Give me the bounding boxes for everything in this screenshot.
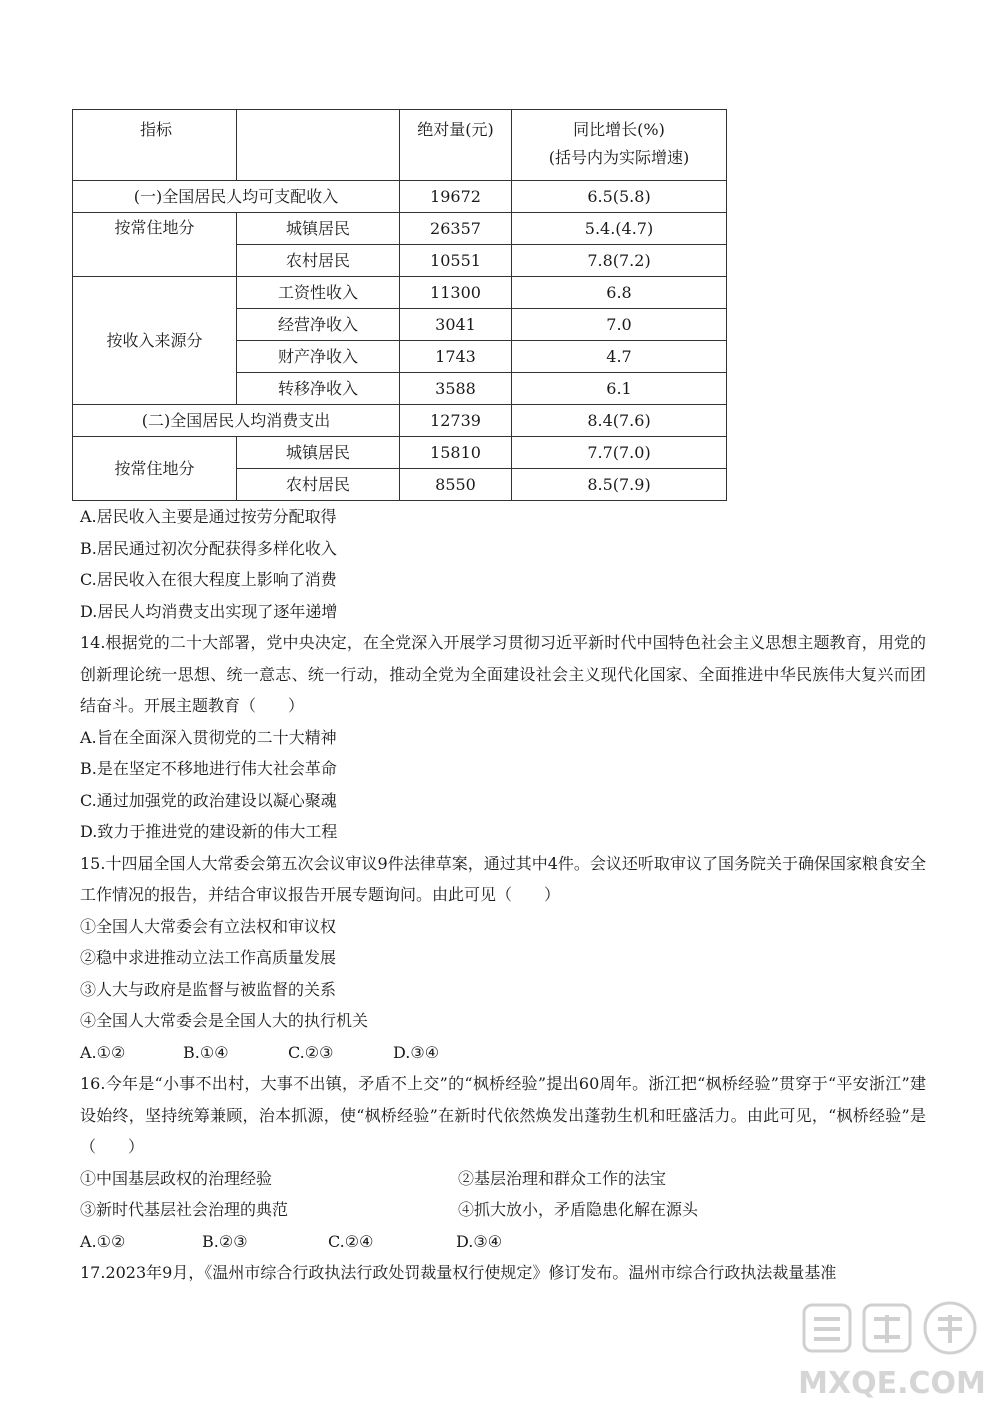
q16-statements-row1 <box>80 1163 926 1195</box>
header-growth <box>512 110 727 181</box>
q14-option-d: D.致力于推进党的建设新的伟大工程 <box>80 822 338 841</box>
question-content <box>80 501 926 1289</box>
q16-statements-row2 <box>80 1194 926 1226</box>
row-growth: 7.8(7.2) <box>512 245 727 277</box>
q16-statement-1: ①中国基层政权的治理经验 <box>80 1168 273 1188</box>
row-growth: 8.5(7.9) <box>512 469 727 501</box>
q14-option-b: B.是在坚定不移地进行伟大社会革命 <box>80 759 337 778</box>
row-name: 经营净收入 <box>237 309 400 341</box>
row-value: 1743 <box>400 341 512 373</box>
q16-stem: 16.今年是“小事不出村，大事不出镇，矛盾不上交”的“枫桥经验”提出60周年。浙江把“枫桥经验”贯穿于“平安浙江”建设始终，坚持统筹兼顾，治本抓源，使“枫桥经验”在新时代依然焕发出蓬勃生机和旺盛活力。由此可见，“枫桥经验”是（ ） <box>80 1074 926 1156</box>
income-spending-table <box>72 109 727 501</box>
q16-choice-c: C.②④ <box>328 1231 374 1251</box>
spending-total-label: (二)全国居民人均消费支出 <box>73 405 400 437</box>
spending-residence-label: 按常住地分 <box>73 437 237 501</box>
row-growth: 7.7(7.0) <box>512 437 727 469</box>
row-value: 3041 <box>400 309 512 341</box>
q15-choice-a: A.①② <box>80 1042 126 1062</box>
income-total-value: 19672 <box>400 181 512 213</box>
q14-stem: 14.根据党的二十大部署，党中央决定，在全党深入开展学习贯彻习近平新时代中国特色社会主义思想主题教育，用党的创新理论统一思想、统一意志、统一行动，推动全党为全面建设社会主义现代化国家、全面推进中华民族伟大复兴而团结奋斗。开展主题教育（ ） <box>80 633 926 715</box>
row-name: 城镇居民 <box>237 213 400 245</box>
row-growth: 4.7 <box>512 341 727 373</box>
q15-statement-1: ①全国人大常委会有立法权和审议权 <box>80 916 337 936</box>
q15-statement-3: ③人大与政府是监督与被监督的关系 <box>80 979 337 999</box>
q15-choice-c: C.②③ <box>288 1042 334 1062</box>
q13-option-b: B.居民通过初次分配获得多样化收入 <box>80 538 337 558</box>
row-growth: 7.0 <box>512 309 727 341</box>
table-row <box>73 277 727 309</box>
table-row <box>73 405 727 437</box>
q15-choice-b: B.①④ <box>183 1042 229 1062</box>
row-growth: 6.8 <box>512 277 727 309</box>
q15-stem: 15.十四届全国人大常委会第五次会议审议9件法律草案，通过其中4件。会议还听取审议了国务院关于确保国家粮食安全工作情况的报告，并结合审议报告开展专题询问。由此可见（ ） <box>80 853 926 904</box>
row-name: 财产净收入 <box>237 341 400 373</box>
q15-choices <box>80 1037 926 1069</box>
row-value: 8550 <box>400 469 512 501</box>
row-growth: 6.1 <box>512 373 727 405</box>
row-name: 农村居民 <box>237 245 400 277</box>
q16-statement-4: ④抓大放小，矛盾隐患化解在源头 <box>458 1200 699 1219</box>
q13-option-c: C.居民收入在很大程度上影响了消费 <box>80 570 337 589</box>
row-value: 10551 <box>400 245 512 277</box>
spending-total-growth: 8.4(7.6) <box>512 405 727 437</box>
table-row <box>73 181 727 213</box>
header-growth-line1: 同比增长(%) <box>573 120 665 139</box>
q16-statement-2: ②基层治理和群众工作的法宝 <box>458 1168 667 1188</box>
q16-choice-a: A.①② <box>80 1231 126 1251</box>
row-value: 15810 <box>400 437 512 469</box>
row-name: 城镇居民 <box>237 437 400 469</box>
table-row <box>73 213 727 245</box>
header-growth-line2: (括号内为实际增速) <box>548 148 690 167</box>
q15-choice-d: D.③④ <box>393 1042 440 1062</box>
income-source-label: 按收入来源分 <box>73 277 237 405</box>
row-value: 26357 <box>400 213 512 245</box>
q15-statement-2: ②稳中求进推动立法工作高质量发展 <box>80 948 337 967</box>
income-residence-label: 按常住地分 <box>73 213 237 277</box>
income-total-label: (一)全国居民人均可支配收入 <box>73 181 400 213</box>
spending-total-value: 12739 <box>400 405 512 437</box>
q15-statement-4: ④全国人大常委会是全国人大的执行机关 <box>80 1011 369 1030</box>
q13-option-d: D.居民人均消费支出实现了逐年递增 <box>80 601 338 621</box>
header-absolute: 绝对量(元) <box>400 110 512 181</box>
table-row <box>73 437 727 469</box>
q16-choice-d: D.③④ <box>456 1231 503 1251</box>
q16-choice-b: B.②③ <box>202 1231 248 1251</box>
q16-statement-3: ③新时代基层社会治理的典范 <box>80 1200 289 1219</box>
table-header-row <box>73 110 727 181</box>
row-growth: 5.4.(4.7) <box>512 213 727 245</box>
income-total-growth: 6.5(5.8) <box>512 181 727 213</box>
row-name: 转移净收入 <box>237 373 400 405</box>
q14-option-c: C.通过加强党的政治建设以凝心聚魂 <box>80 790 337 810</box>
header-indicator: 指标 <box>73 110 237 181</box>
header-blank <box>237 110 400 181</box>
row-value: 11300 <box>400 277 512 309</box>
answer-stamp-logo-icon <box>792 1297 992 1407</box>
watermark-text: MXQE.COM <box>798 1366 986 1401</box>
q14-option-a: A.旨在全面深入贯彻党的二十大精神 <box>80 727 337 747</box>
row-value: 3588 <box>400 373 512 405</box>
q16-choices <box>80 1226 926 1258</box>
row-name: 农村居民 <box>237 469 400 501</box>
row-name: 工资性收入 <box>237 277 400 309</box>
q17-stem: 17.2023年9月，《温州市综合行政执法行政处罚裁量权行使规定》修订发布。温州市综合行政执法裁量基准 <box>80 1263 837 1282</box>
q13-option-a: A.居民收入主要是通过按劳分配取得 <box>80 507 337 526</box>
